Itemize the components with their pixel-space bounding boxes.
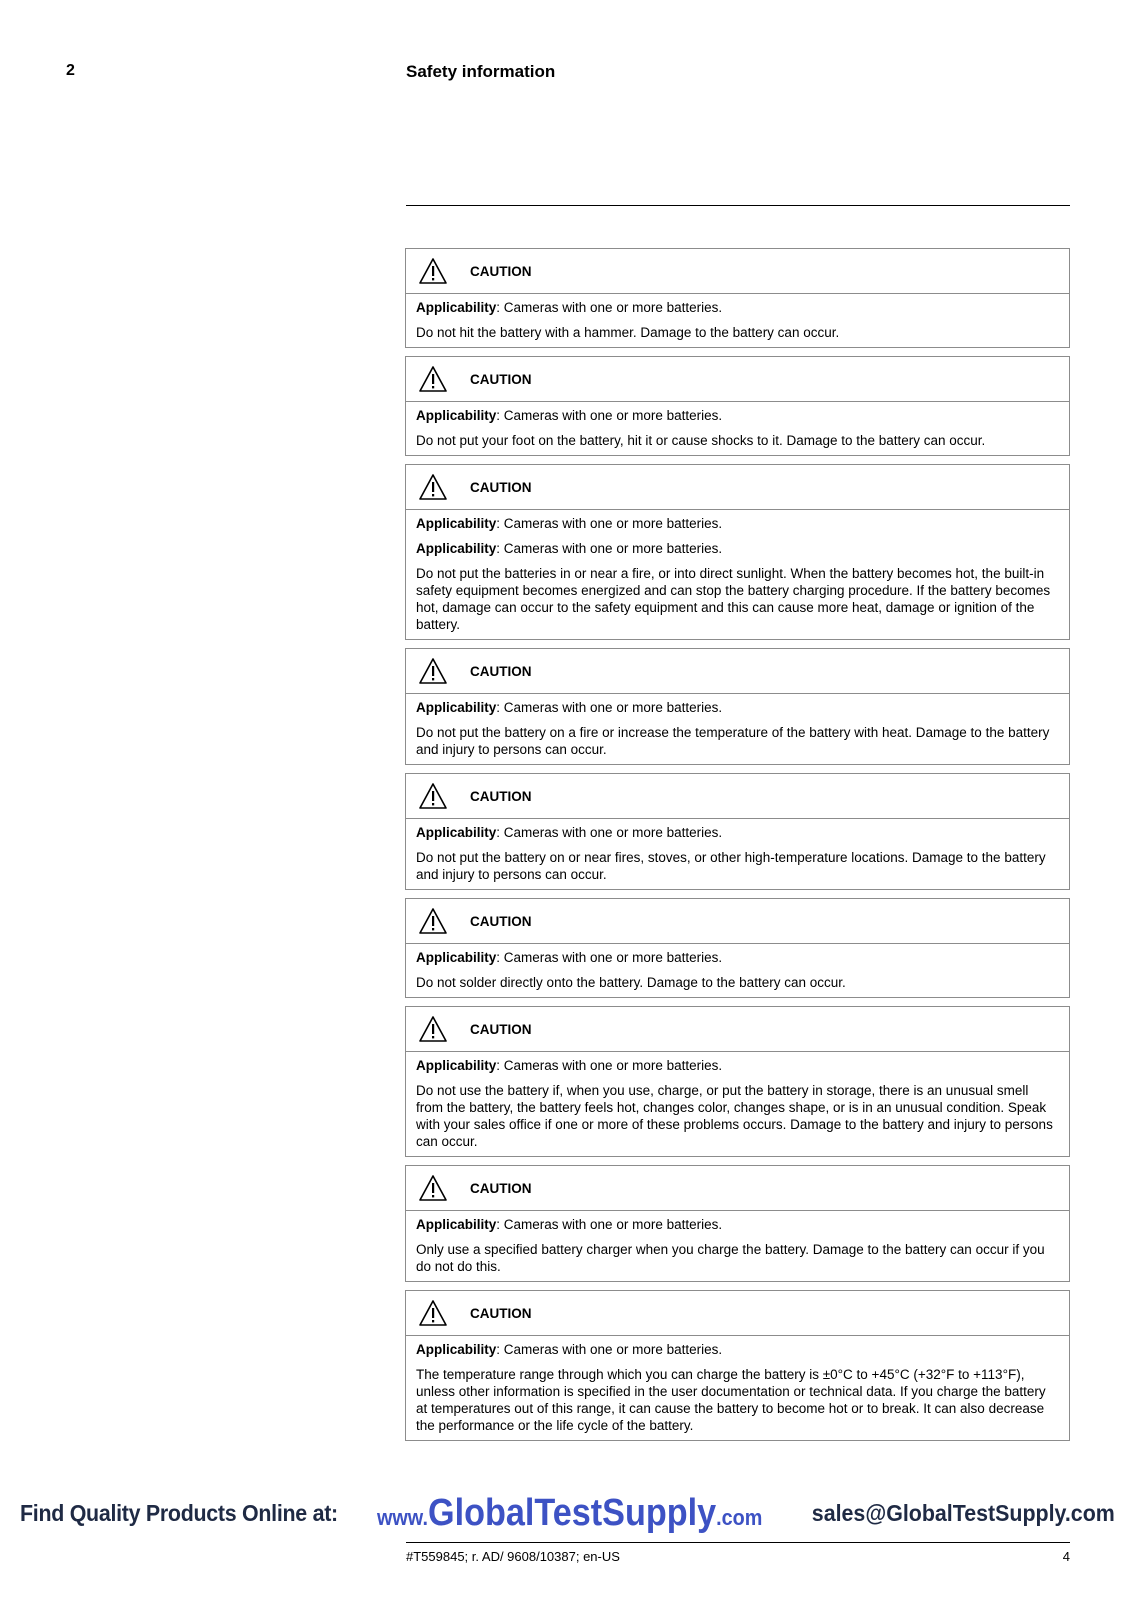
applicability-line — [416, 1341, 1059, 1358]
caution-body — [406, 819, 1069, 889]
banner-site-prefix: www. — [377, 1505, 428, 1530]
caution-text — [416, 1366, 1059, 1434]
warning-triangle-icon — [418, 907, 448, 935]
caution-box — [405, 1165, 1070, 1282]
caution-title: CAUTION — [470, 263, 532, 279]
promo-banner — [0, 1492, 1132, 1536]
applicability-label: Applicability — [416, 408, 497, 423]
caution-text — [416, 1082, 1059, 1150]
applicability-label: Applicability — [416, 1058, 497, 1073]
caution-body — [406, 510, 1069, 639]
caution-text — [416, 849, 1059, 883]
paragraph-text: : Cameras with one or more batteries. — [496, 1058, 723, 1073]
warning-triangle-icon — [418, 473, 448, 501]
caution-header — [406, 1291, 1069, 1336]
banner-tagline: Find Quality Products Online at: — [20, 1500, 338, 1526]
caution-box — [405, 773, 1070, 890]
warning-triangle-icon — [418, 257, 448, 285]
caution-title: CAUTION — [470, 479, 532, 495]
caution-text — [416, 1241, 1059, 1275]
caution-header — [406, 649, 1069, 694]
footer-divider — [406, 1542, 1070, 1543]
paragraph-text: : Cameras with one or more batteries. — [496, 1217, 723, 1232]
paragraph-text: : Cameras with one or more batteries. — [496, 950, 723, 965]
paragraph-text: Do not put the battery on a fire or increase the temperature of the battery with heat. Damage to the battery and injury to persons can occur. — [416, 725, 1050, 757]
caution-body — [406, 944, 1069, 997]
caution-header — [406, 899, 1069, 944]
applicability-label: Applicability — [416, 516, 497, 531]
paragraph-text: : Cameras with one or more batteries. — [496, 300, 723, 315]
banner-site-name: GlobalTestSupply — [427, 1492, 717, 1534]
caution-title: CAUTION — [470, 913, 532, 929]
header-divider — [406, 205, 1070, 206]
caution-text — [416, 432, 1059, 449]
banner-website-link[interactable] — [377, 1492, 762, 1535]
applicability-line — [416, 949, 1059, 966]
caution-header — [406, 774, 1069, 819]
footer-page-number: 4 — [1062, 1549, 1070, 1564]
paragraph-text: Do not put your foot on the battery, hit it or cause shocks to it. Damage to the battery can occur. — [416, 433, 986, 448]
caution-list — [405, 248, 1070, 1449]
paragraph-text: : Cameras with one or more batteries. — [496, 408, 723, 423]
warning-triangle-icon — [418, 1299, 448, 1327]
caution-box — [405, 1290, 1070, 1441]
applicability-label: Applicability — [416, 1217, 497, 1232]
caution-body — [406, 694, 1069, 764]
applicability-label: Applicability — [416, 541, 497, 556]
caution-title: CAUTION — [470, 663, 532, 679]
warning-triangle-icon — [418, 1015, 448, 1043]
warning-triangle-icon — [418, 782, 448, 810]
warning-triangle-icon — [418, 657, 448, 685]
page-number: 2 — [66, 62, 75, 79]
applicability-line — [416, 407, 1059, 424]
applicability-label: Applicability — [416, 950, 497, 965]
caution-body — [406, 294, 1069, 347]
caution-box — [405, 248, 1070, 348]
banner-site-suffix: .com — [716, 1505, 763, 1530]
caution-header — [406, 1007, 1069, 1052]
warning-triangle-icon — [418, 365, 448, 393]
caution-text — [416, 724, 1059, 758]
applicability-line — [416, 299, 1059, 316]
applicability-line — [416, 515, 1059, 532]
caution-body — [406, 1052, 1069, 1156]
caution-header — [406, 1166, 1069, 1211]
caution-title: CAUTION — [470, 1021, 532, 1037]
caution-box — [405, 356, 1070, 456]
caution-title: CAUTION — [470, 1180, 532, 1196]
caution-title: CAUTION — [470, 1305, 532, 1321]
paragraph-text: Do not use the battery if, when you use, charge, or put the battery in storage, there is an unusual smell from the battery, the battery feels hot, changes color, changes shape, or is in an unusual condition. Speak with your sales office if one or more of these problems occurs. Damage to the battery and injury to persons can occur. — [416, 1083, 1053, 1149]
document-id: #T559845; r. AD/ 9608/10387; en-US — [406, 1549, 620, 1564]
caution-body — [406, 1336, 1069, 1440]
paragraph-text: : Cameras with one or more batteries. — [496, 825, 723, 840]
caution-box — [405, 898, 1070, 998]
caution-box — [405, 464, 1070, 640]
caution-header — [406, 249, 1069, 294]
caution-header — [406, 465, 1069, 510]
caution-title: CAUTION — [470, 371, 532, 387]
applicability-label: Applicability — [416, 700, 497, 715]
applicability-label: Applicability — [416, 825, 497, 840]
caution-box — [405, 1006, 1070, 1157]
applicability-line — [416, 1216, 1059, 1233]
caution-text — [416, 565, 1059, 633]
paragraph-text: Only use a specified battery charger when you charge the battery. Damage to the battery can occur if you do not do this. — [416, 1242, 1045, 1274]
applicability-line — [416, 540, 1059, 557]
applicability-line — [416, 699, 1059, 716]
caution-body — [406, 402, 1069, 455]
applicability-line — [416, 1057, 1059, 1074]
paragraph-text: : Cameras with one or more batteries. — [496, 516, 723, 531]
paragraph-text: Do not put the battery on or near fires, stoves, or other high-temperature locations. Damage to the battery and injury to persons can occur. — [416, 850, 1046, 882]
paragraph-text: Do not solder directly onto the battery. Damage to the battery can occur. — [416, 975, 846, 990]
caution-header — [406, 357, 1069, 402]
paragraph-text: Do not hit the battery with a hammer. Damage to the battery can occur. — [416, 325, 840, 340]
paragraph-text: The temperature range through which you can charge the battery is ±0°C to +45°C (+32°F to +113°F), unless other information is specified in the user documentation or technical data. If you charge the battery at temperatures out of this range, it can cause the battery to become hot or to break. It can also decrease the performance or the life cycle of the battery. — [416, 1367, 1046, 1433]
section-title: Safety information — [406, 62, 556, 81]
paragraph-text: Do not put the batteries in or near a fire, or into direct sunlight. When the battery becomes hot, the built-in safety equipment becomes energized and can stop the battery charging procedure. If the battery becomes hot, damage can occur to the safety equipment and this can cause more heat, damage or ignition of the battery. — [416, 566, 1051, 632]
banner-email-link[interactable]: sales@GlobalTestSupply.com — [812, 1500, 1115, 1526]
caution-title: CAUTION — [470, 788, 532, 804]
applicability-line — [416, 824, 1059, 841]
applicability-label: Applicability — [416, 1342, 497, 1357]
paragraph-text: : Cameras with one or more batteries. — [496, 1342, 723, 1357]
applicability-label: Applicability — [416, 300, 497, 315]
paragraph-text: : Cameras with one or more batteries. — [496, 700, 723, 715]
warning-triangle-icon — [418, 1174, 448, 1202]
caution-text — [416, 324, 1059, 341]
caution-text — [416, 974, 1059, 991]
caution-box — [405, 648, 1070, 765]
caution-body — [406, 1211, 1069, 1281]
paragraph-text: : Cameras with one or more batteries. — [496, 541, 723, 556]
